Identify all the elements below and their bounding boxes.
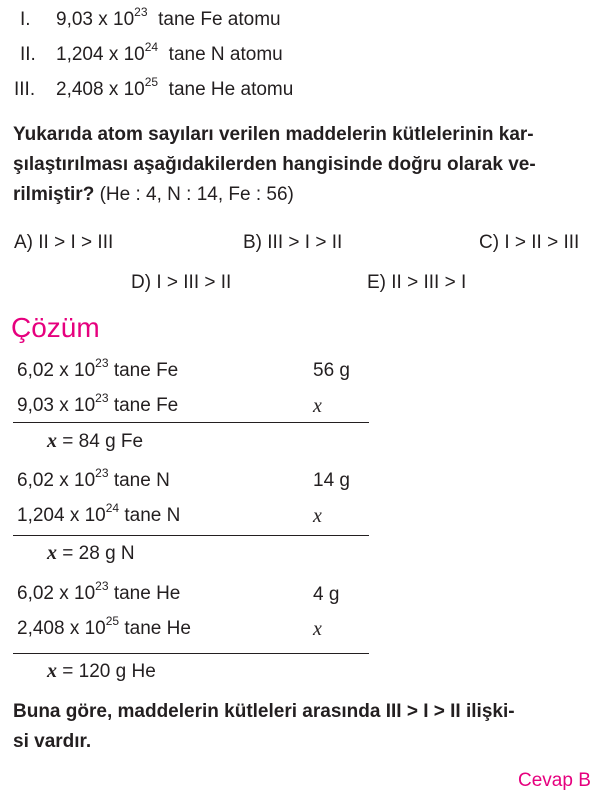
coefficient: 2,408 x 10 xyxy=(17,618,106,639)
result-variable: x xyxy=(47,660,57,682)
statement-coefficient: 1,204 x 10 xyxy=(56,44,145,65)
exponent: 23 xyxy=(95,466,109,480)
result-value: = 84 g Fe xyxy=(62,431,144,452)
result xyxy=(47,430,143,453)
result-value: = 28 g N xyxy=(62,543,135,564)
result-variable: x xyxy=(47,542,57,564)
question-atomic-masses: (He : 4, N : 14, Fe : 56) xyxy=(99,184,294,205)
row-label: tane He xyxy=(113,583,181,604)
result xyxy=(47,660,156,683)
coefficient: 6,02 x 10 xyxy=(17,583,96,604)
statement-exponent: 25 xyxy=(144,75,159,89)
mass-value: 14 g xyxy=(313,470,350,491)
statement-exponent: 23 xyxy=(134,5,148,19)
statement-1 xyxy=(20,5,281,31)
conclusion-line-1: Buna göre, maddelerin kütleleri arasında III > I > II ilişki- xyxy=(13,701,515,722)
statement-text: tane Fe atomu xyxy=(158,9,281,30)
result-value: = 120 g He xyxy=(62,661,156,682)
conclusion-text xyxy=(13,697,595,757)
answer-label: Cevap B xyxy=(518,770,591,791)
statement-coefficient: 2,408 x 10 xyxy=(56,79,145,100)
proportion-row xyxy=(17,614,191,640)
statement-coefficient: 9,03 x 10 xyxy=(56,9,135,30)
row-label: tane N xyxy=(113,470,170,491)
exponent: 23 xyxy=(95,356,109,370)
question-line-1: Yukarıda atom sayıları verilen maddelerin kütlelerinin kar- xyxy=(13,124,534,145)
exponent: 23 xyxy=(95,579,109,593)
result xyxy=(47,542,135,565)
unknown-mass: x xyxy=(313,395,322,417)
question-text xyxy=(13,120,595,210)
row-label: tane He xyxy=(124,618,191,639)
divider-line xyxy=(13,653,369,654)
row-label: tane Fe xyxy=(113,395,179,416)
mass-value: 4 g xyxy=(313,584,340,605)
coefficient: 9,03 x 10 xyxy=(17,395,96,416)
exponent: 25 xyxy=(105,614,120,628)
mass-value: 56 g xyxy=(313,360,350,381)
proportion-row xyxy=(17,466,170,492)
statement-number: III. xyxy=(14,79,36,100)
option-c: C) I > II > III xyxy=(479,232,580,253)
proportion-row xyxy=(17,579,181,605)
statement-exponent: 24 xyxy=(144,40,159,54)
row-label: tane Fe xyxy=(113,360,179,381)
proportion-row xyxy=(17,356,179,382)
solution-title: Çözüm xyxy=(11,312,100,343)
exponent: 24 xyxy=(105,501,120,515)
coefficient: 6,02 x 10 xyxy=(17,360,96,381)
row-label: tane N xyxy=(124,505,181,526)
statement-text: tane He atomu xyxy=(168,79,294,100)
option-d: D) I > III > II xyxy=(131,272,232,293)
conclusion-line-2: si vardır. xyxy=(13,731,92,752)
exponent: 23 xyxy=(95,391,109,405)
option-b: B) III > I > II xyxy=(243,232,343,253)
statement-number: II. xyxy=(20,44,36,65)
coefficient: 6,02 x 10 xyxy=(17,470,96,491)
question-line-3: rilmiştir? xyxy=(13,184,95,205)
option-a: A) II > I > III xyxy=(14,232,114,253)
proportion-row xyxy=(17,501,181,527)
coefficient: 1,204 x 10 xyxy=(17,505,106,526)
unknown-mass: x xyxy=(313,505,322,527)
option-e: E) II > III > I xyxy=(367,272,467,293)
unknown-mass: x xyxy=(313,618,322,640)
divider-line xyxy=(13,422,369,423)
question-line-2: şılaştırılması aşağıdakilerden hangisinde doğru olarak ve- xyxy=(13,154,536,175)
statement-number: I. xyxy=(20,9,31,30)
divider-line xyxy=(13,535,369,536)
statement-2 xyxy=(20,40,283,66)
statement-text: tane N atomu xyxy=(168,44,283,65)
result-variable: x xyxy=(47,430,57,452)
proportion-row xyxy=(17,391,179,417)
statement-3 xyxy=(14,75,294,101)
